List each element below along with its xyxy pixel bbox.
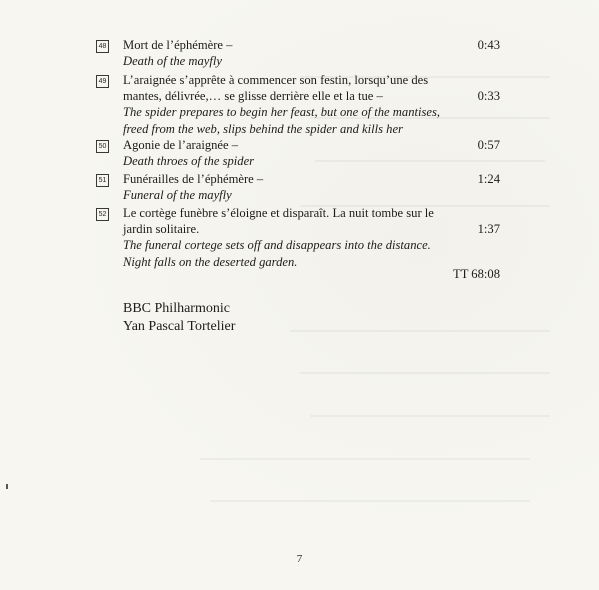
scan-edge-mark bbox=[6, 484, 8, 489]
track-title-french-line1: L’araignée s’apprête à commencer son festin, lorsqu’une des bbox=[123, 73, 429, 87]
track-title-english-line1: The spider prepares to begin her feast, but one of the mantises, bbox=[123, 105, 441, 120]
track-number-box: 50 bbox=[96, 140, 109, 153]
track-title-french-line2: jardin solitaire. bbox=[123, 222, 200, 237]
track-title-french-line1: Le cortège funèbre s’éloigne et disparaît. La nuit tombe sur le bbox=[123, 206, 434, 220]
page-number: 7 bbox=[296, 553, 303, 565]
bleed-through-line bbox=[210, 500, 530, 502]
track-title-english: Funeral of the mayfly bbox=[123, 188, 232, 203]
performer-credits bbox=[123, 300, 235, 336]
total-time: TT 68:08 bbox=[453, 267, 500, 281]
track-title-french: Mort de l’éphémère – bbox=[123, 38, 233, 52]
track-title-english: Death of the mayfly bbox=[123, 54, 222, 69]
track-title-english-line2: Night falls on the deserted garden. bbox=[123, 254, 298, 269]
track-title-english-line2: freed from the web, slips behind the spider and kills her bbox=[123, 121, 403, 136]
bleed-through-line bbox=[200, 458, 530, 460]
track-51 bbox=[96, 171, 500, 205]
track-text bbox=[123, 72, 493, 137]
track-text bbox=[123, 205, 493, 270]
track-48 bbox=[96, 37, 500, 71]
track-text bbox=[123, 171, 493, 203]
bleed-through-line bbox=[290, 330, 550, 332]
bleed-through-line bbox=[310, 415, 550, 417]
track-number-box: 51 bbox=[96, 174, 109, 187]
track-duration: 0:33 bbox=[477, 89, 500, 103]
track-49 bbox=[96, 72, 500, 138]
track-number-box: 49 bbox=[96, 75, 109, 88]
track-duration: 1:37 bbox=[477, 222, 500, 236]
bleed-through-line bbox=[300, 372, 550, 374]
track-number-box: 48 bbox=[96, 40, 109, 53]
track-duration: 1:24 bbox=[477, 172, 500, 186]
conductor-name: Yan Pascal Tortelier bbox=[123, 319, 236, 334]
track-duration: 0:43 bbox=[477, 38, 500, 52]
track-title-french: Funérailles de l’éphémère – bbox=[123, 172, 264, 186]
track-duration: 0:57 bbox=[477, 138, 500, 152]
track-52 bbox=[96, 205, 500, 271]
track-50 bbox=[96, 137, 500, 171]
track-number-box: 52 bbox=[96, 208, 109, 221]
track-title-english: Death throes of the spider bbox=[123, 154, 255, 169]
track-text bbox=[123, 137, 493, 169]
orchestra-name: BBC Philharmonic bbox=[123, 301, 230, 316]
track-title-french: Agonie de l’araignée – bbox=[123, 138, 239, 152]
track-text bbox=[123, 37, 493, 69]
track-title-english-line1: The funeral cortege sets off and disappears into the distance. bbox=[123, 238, 431, 253]
track-title-french-line2: mantes, délivrée,… se glisse derrière elle et la tue – bbox=[123, 89, 383, 104]
